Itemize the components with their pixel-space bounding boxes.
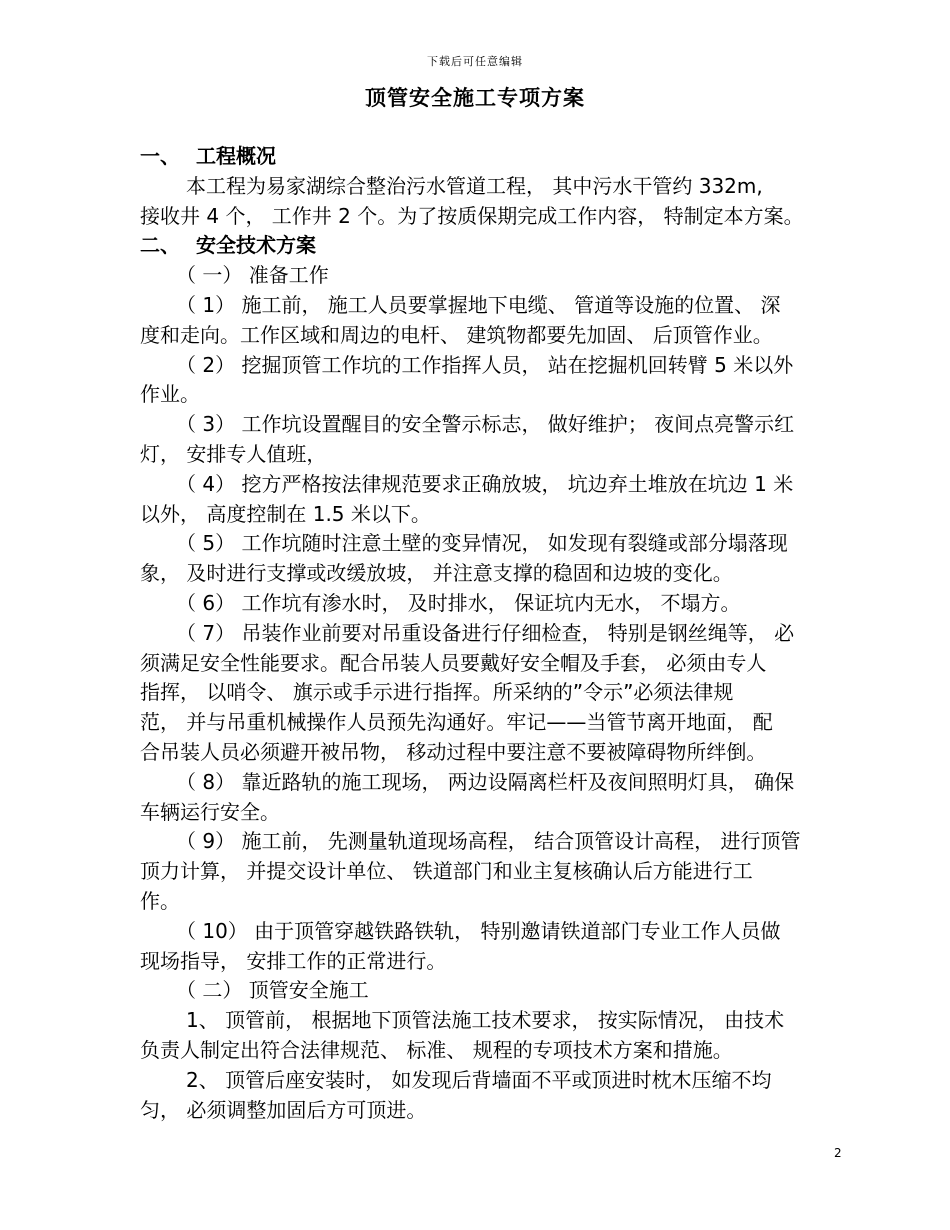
paragraph-line: 现场指导， 安排工作的正常进行。 [140,948,447,973]
paragraph-line: 以外， 高度控制在 1.5 米以下。 [140,501,431,526]
paragraph-line: （ 一） 准备工作 [176,263,329,288]
document-body [140,142,840,1125]
paragraph-line: 灯， 安排专人值班， [140,441,327,466]
paragraph-line: 2、 顶管后座安装时， 如发现后背墙面不平或顶进时枕木压缩不均 [186,1067,772,1092]
page-number: 2 [834,1146,842,1160]
section-number: 二、 [140,233,180,258]
paragraph-line: 1、 顶管前， 根据地下顶管法施工技术要求， 按实际情况， 由技术 [186,1008,785,1033]
paragraph-line: （ 8） 靠近路轨的施工现场， 两边设隔离栏杆及夜间照明灯具， 确保 [176,769,795,794]
paragraph-line: 负责人制定出符合法律规范、 标准、 规程的专项技术方案和措施。 [140,1037,733,1062]
paragraph-line: 作。 [140,888,180,913]
paragraph-line: （ 10） 由于顶管穿越铁路铁轨， 特别邀请铁道部门专业工作人员做 [176,918,781,943]
paragraph-line: 度和走向。工作区域和周边的电杆、 建筑物都要先加固、 后顶管作业。 [140,322,773,347]
paragraph-line: （ 1） 施工前， 施工人员要掌握地下电缆、 管道等设施的位置、 深 [176,292,781,317]
paragraph-line: （ 二） 顶管安全施工 [176,978,369,1003]
paragraph-line: （ 5） 工作坑随时注意土壁的变异情况， 如发现有裂缝或部分塌落现 [176,531,788,556]
paragraph-line: 本工程为易家湖综合整治污水管道工程， 其中污水干管约 332m, [186,173,763,198]
paragraph-line: 合吊装人员必须避开被吊物， 移动过程中要注意不要被障碍物所绊倒。 [140,739,767,764]
paragraph-line: 顶力计算， 并提交设计单位、 铁道部门和业主复核确认后方能进行工 [140,859,753,884]
page-header: 下载后可任意编辑 [427,55,523,68]
paragraph-line: （ 7） 吊装作业前要对吊重设备进行仔细检查， 特别是钢丝绳等， 必 [176,620,795,645]
paragraph-line: 须满足安全性能要求。配合吊装人员要戴好安全帽及手套， 必须由专人 [140,650,767,675]
paragraph-line: （ 4） 挖方严格按法律规范要求正确放坡， 坑边弃土堆放在坑边 1 米 [176,471,794,496]
section-heading [140,142,840,172]
paragraph-line: （ 9） 施工前， 先测量轨道现场高程， 结合顶管设计高程， 进行顶管 [176,829,801,854]
paragraph-line: （ 2） 挖掘顶管工作坑的工作指挥人员， 站在挖掘机回转臂 5 米以外 [176,352,794,377]
section-heading-text: 工程概况 [196,144,276,168]
section-heading-text: 安全技术方案 [196,233,316,258]
section-number: 一、 [140,144,180,168]
document-title: 顶管安全施工专项方案 [365,86,585,110]
paragraph-line: （ 6） 工作坑有渗水时， 及时排水， 保证坑内无水， 不塌方。 [176,590,741,615]
paragraph-line: 接收井 4 个， 工作井 2 个。为了按质保期完成工作内容， 特制定本方案。 [140,203,804,228]
paragraph-line: 车辆运行安全。 [140,799,280,824]
paragraph-line: 指挥， 以哨令、 旗示或手示进行指挥。所采纳的”令示”必须法律规 [140,680,734,705]
paragraph-line: 象， 及时进行支撑或改缓放坡， 并注意支撑的稳固和边坡的变化。 [140,561,733,586]
paragraph-line: 匀， 必须调整加固后方可顶进。 [140,1097,427,1122]
paragraph-line: 作业。 [140,382,200,407]
paragraph-line: 范， 并与吊重机械操作人员预先沟通好。牢记——当管节离开地面， 配 [140,710,773,735]
section-heading [140,231,840,261]
paragraph-line: （ 3） 工作坑设置醒目的安全警示标志， 做好维护； 夜间点亮警示红 [176,412,795,437]
